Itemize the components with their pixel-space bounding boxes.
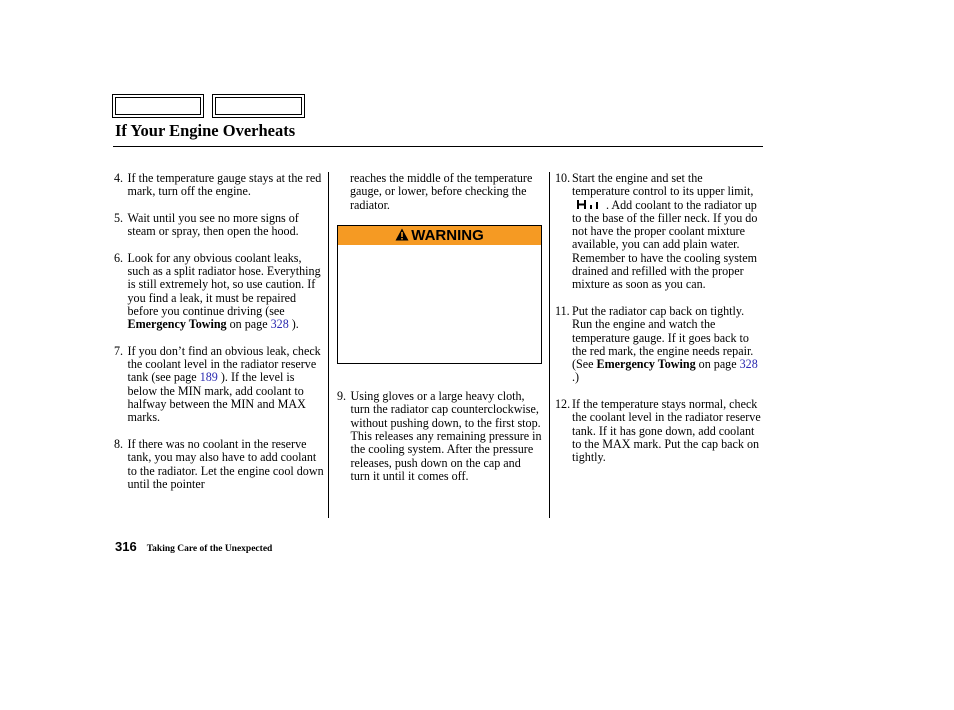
step-4: 4. If the temperature gauge stays at the red mark, turn off the engine. <box>114 171 322 199</box>
step-7: 7. If you don’t find an obvious leak, check the coolant level in the radiator reserve tank (see page 189 ). If the level is below the MIN mark, add coolant to halfway between the MIN and MAX marks. <box>114 343 321 425</box>
warning-box <box>337 225 542 364</box>
warning-label: WARNING <box>411 227 484 245</box>
column-3 <box>555 172 763 478</box>
section-name: Taking Care of the Unexpected <box>146 544 273 554</box>
column-divider-2 <box>549 172 550 518</box>
step-12: 12. If the temperature stays normal, check the coolant level in the radiator reserve tank. If it has gone down, add coolant to the MAX mark. Put the cap back on tightly. <box>555 397 761 465</box>
warning-triangle-icon <box>395 228 409 241</box>
page-footer <box>115 538 272 556</box>
step-6: 6. Look for any obvious coolant leaks, such as a split radiator hose. Everything is still extremely hot, so use caution. If you find a leak, it must be repaired before you continue driving (see Emergency Towing on page 328 ). <box>114 250 321 332</box>
column-divider-1 <box>328 172 329 518</box>
step-10: 10. Start the engine and set the temperature control to its upper limit,. Add coolant to the radiator up to the base of the filler neck. If you do not have the proper coolant mixture available, you can add plain water. Remember to have the cooling system drained and refilled with the proper mixture as soon as you can. <box>555 171 758 292</box>
step-9: 9. Using gloves or a large heavy cloth, turn the radiator cap counterclockwise, without pushing down, to the first stop. This releases any remaining pressure in the cooling system. After the pressure releases, push down on the cap and turn it until it comes off. <box>337 389 542 483</box>
page-link-328[interactable]: 328 <box>270 317 289 332</box>
warning-header <box>338 226 541 245</box>
heater-max-icon <box>576 199 602 210</box>
step-8: 8. If there was no coolant in the reserve tank, you may also have to add coolant to the radiator. Let the engine cool down until the pointer <box>114 436 324 491</box>
page-title: If Your Engine Overheats <box>115 121 296 140</box>
step-11: 11. Put the radiator cap back on tightly. Run the engine and watch the temperature gauge. If it goes back to the red mark, the engine needs repair. (See Emergency Towing on page 328 .) <box>555 303 758 385</box>
emergency-towing-ref[interactable]: Emergency Towing <box>127 317 227 332</box>
title-rule <box>113 146 763 147</box>
warning-body <box>338 245 541 363</box>
column-2 <box>337 172 543 497</box>
page-number: 316 <box>115 539 137 554</box>
page-link-189[interactable]: 189 <box>199 370 218 385</box>
step-8-continuation: reaches the middle of the temperature gauge, or lower, before checking the radiator. <box>350 171 533 212</box>
nav-box-right[interactable] <box>212 94 305 118</box>
step-5: 5. Wait until you see no more signs of steam or spray, then open the hood. <box>114 210 299 239</box>
column-1 <box>114 172 326 504</box>
nav-box-left[interactable] <box>112 94 204 118</box>
emergency-towing-ref-2[interactable]: Emergency Towing <box>596 357 696 372</box>
page-link-328-2[interactable]: 328 <box>739 357 758 372</box>
